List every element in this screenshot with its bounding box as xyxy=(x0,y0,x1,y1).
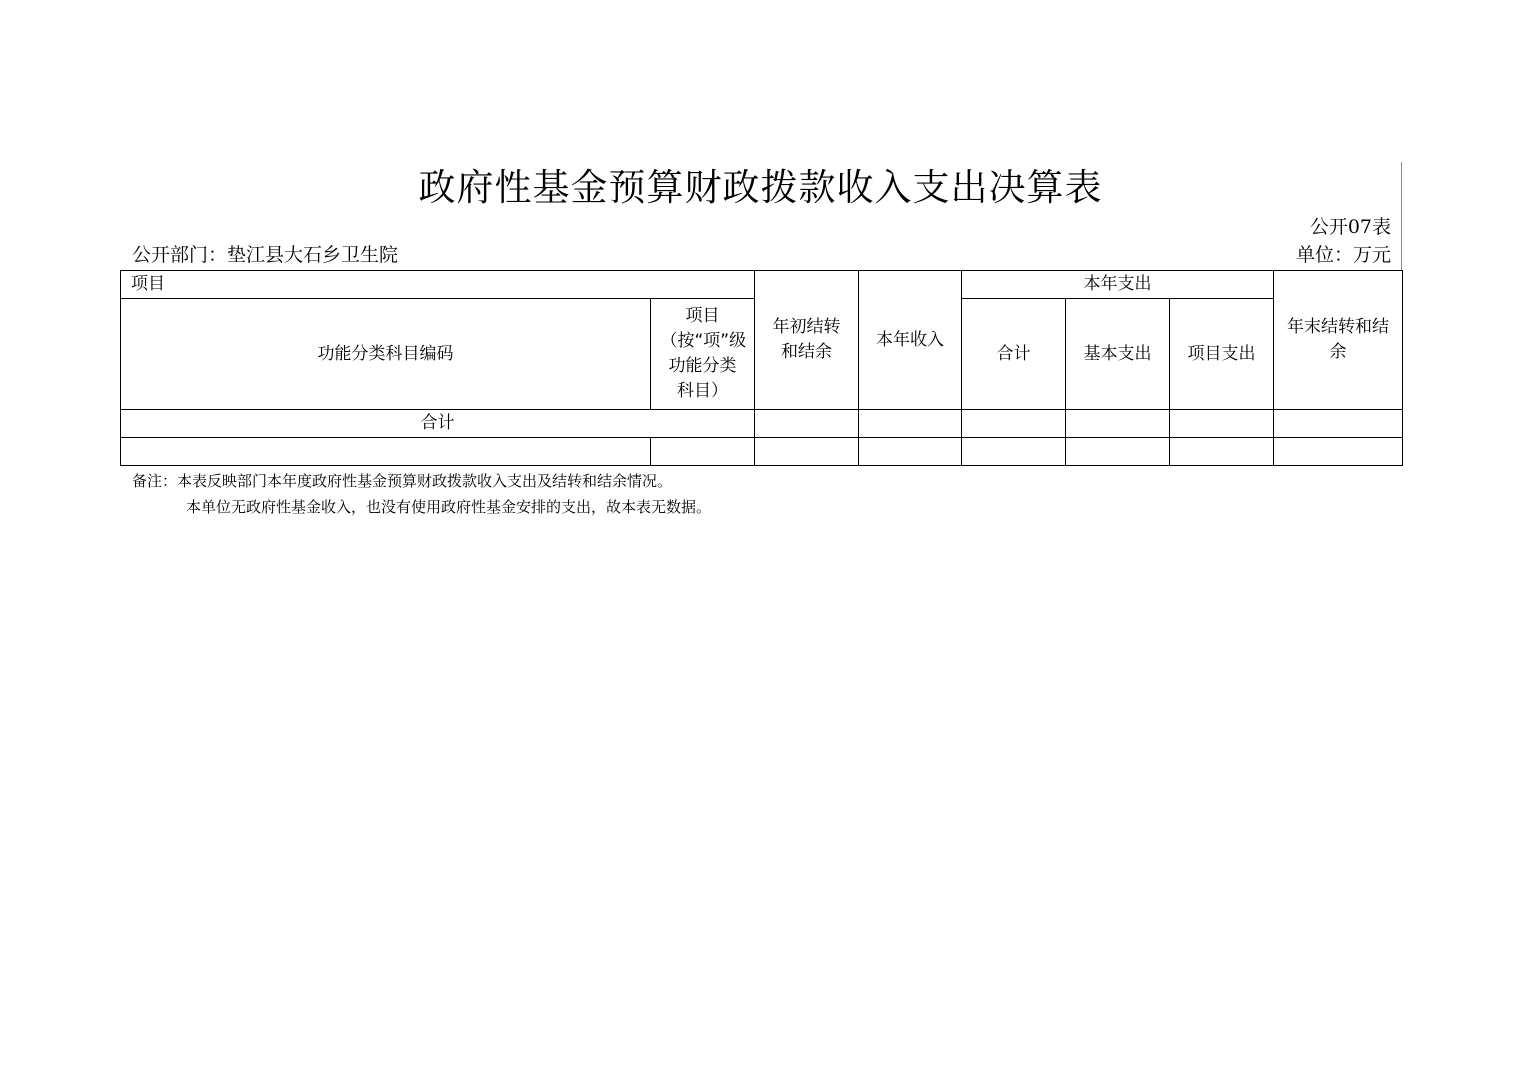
header-item: 项目 xyxy=(121,271,755,299)
form-code: 公开07表 xyxy=(1309,216,1391,238)
total-row xyxy=(121,410,1403,438)
budget-table xyxy=(120,270,1403,466)
total-current-income xyxy=(859,410,962,438)
note-line-1: 备注：本表反映部门本年度政府性基金预算财政拨款收入支出及结转和结余情况。 xyxy=(132,472,673,490)
unit-label: 单位：万元 xyxy=(1295,244,1391,266)
empty-cell xyxy=(962,438,1066,466)
header-opening-balance-label: 年初结转和结余 xyxy=(772,317,841,362)
header-current-expenditure: 本年支出 xyxy=(962,271,1274,299)
header-basic-expenditure: 基本支出 xyxy=(1066,299,1170,410)
header-current-income: 本年收入 xyxy=(859,271,962,410)
empty-cell xyxy=(1066,438,1170,466)
header-item-by-category-label: 项目（按“项”级功能分类科目） xyxy=(660,306,747,401)
header-closing-balance xyxy=(1274,271,1403,410)
empty-cell xyxy=(1274,438,1403,466)
notes xyxy=(132,468,711,520)
total-label: 合计 xyxy=(121,410,755,438)
department-label: 公开部门：垫江县大石乡卫生院 xyxy=(132,244,399,266)
total-basic-expenditure xyxy=(1066,410,1170,438)
header-project-expenditure: 项目支出 xyxy=(1170,299,1274,410)
document-title: 政府性基金预算财政拨款收入支出决算表 xyxy=(418,166,1103,209)
empty-cell xyxy=(1170,438,1274,466)
empty-cell xyxy=(121,438,651,466)
empty-cell xyxy=(651,438,755,466)
header-function-code: 功能分类科目编码 xyxy=(121,299,651,410)
header-closing-balance-label: 年末结转和结余 xyxy=(1287,317,1389,362)
empty-data-row xyxy=(121,438,1403,466)
header-opening-balance xyxy=(755,271,859,410)
header-row-1 xyxy=(121,271,1403,299)
note-line-2: 本单位无政府性基金收入，也没有使用政府性基金安排的支出，故本表无数据。 xyxy=(186,498,712,516)
header-expenditure-total: 合计 xyxy=(962,299,1066,410)
total-project-expenditure xyxy=(1170,410,1274,438)
total-closing-balance xyxy=(1274,410,1403,438)
empty-cell xyxy=(859,438,962,466)
total-opening-balance xyxy=(755,410,859,438)
header-item-by-category xyxy=(651,299,755,410)
total-expenditure-total xyxy=(962,410,1066,438)
empty-cell xyxy=(755,438,859,466)
